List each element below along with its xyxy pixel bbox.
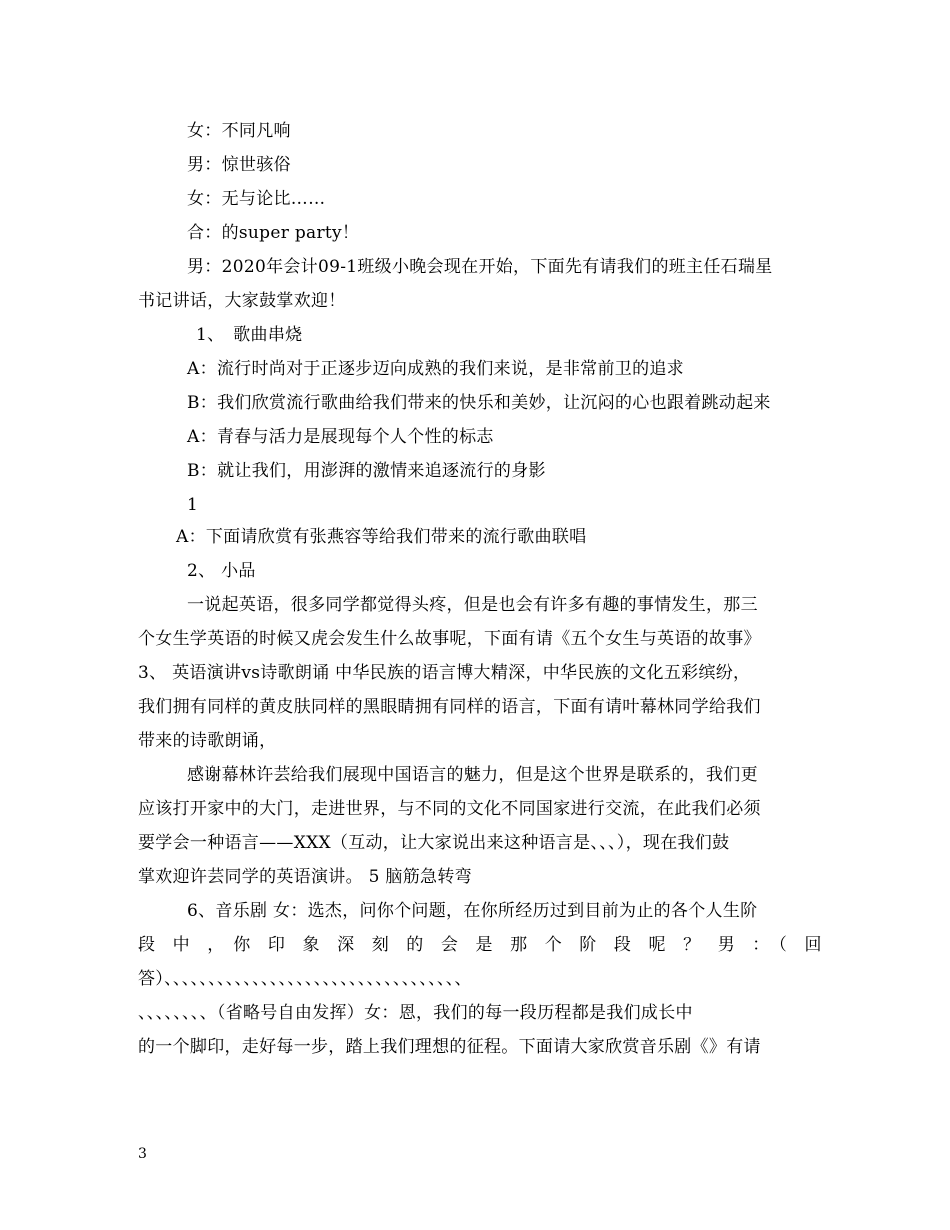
- text-line-6: 书记讲话，大家鼓掌欢迎！: [138, 291, 346, 311]
- text-line-16: 个女生学英语的时候又虎会发生什么故事呢，下面有请《五个女生与英语的故事》: [138, 629, 761, 649]
- text-line-23: 掌欢迎许芸同学的英语演讲。 5 脑筋急转弯: [138, 867, 472, 887]
- text-line-7: 1、 歌曲串烧: [196, 325, 303, 345]
- text-line-28: 的一个脚印，走好每一步，踏上我们理想的征程。下面请大家欣赏音乐剧《》有请: [138, 1037, 761, 1057]
- text-line-5: 男：2020年会计09-1班级小晚会现在开始，下面先有请我们的班主任石瑞星: [187, 257, 773, 277]
- text-line-1: 女：不同凡响: [187, 121, 291, 141]
- text-line-24: 6、音乐剧 女：选杰，问你个问题，在你所经历过到目前为止的各个人生阶: [187, 901, 758, 921]
- text-line-15: 一说起英语，很多同学都觉得头疼，但是也会有许多有趣的事情发生，那三: [187, 595, 758, 615]
- text-line-11: B：就让我们，用澎湃的激情来追逐流行的身影: [187, 461, 546, 481]
- text-line-14: 2、 小品: [187, 561, 256, 581]
- text-line-18: 我们拥有同样的黄皮肤同样的黑眼睛拥有同样的语言，下面有请叶幕林同学给我们: [138, 697, 761, 717]
- text-line-8: A：流行时尚对于正逐步迈向成熟的我们来说，是非常前卫的追求: [187, 359, 684, 379]
- page-number: 3: [138, 1146, 147, 1162]
- text-line-19: 带来的诗歌朗诵，: [138, 731, 277, 751]
- text-line-2: 男：惊世骇俗: [187, 155, 291, 175]
- text-line-27: 、、、、、、、、（省略号自由发挥）女：恩，我们的每一段历程都是我们成长中: [138, 1003, 693, 1023]
- text-line-3: 女：无与论比……: [187, 189, 326, 209]
- text-line-13: A：下面请欣赏有张燕容等给我们带来的流行歌曲联唱: [176, 527, 587, 547]
- text-line-26: 答）、、、、、、、、、、、、、、、、、、、、、、、、、、、、、、、、、、: [138, 969, 472, 989]
- text-line-12: 1: [187, 495, 199, 515]
- text-line-4: 合：的super party！: [187, 223, 360, 243]
- text-line-22: 要学会一种语言——XXX（互动，让大家说出来这种语言是、、、），现在我们鼓: [138, 833, 730, 853]
- text-line-17: 3、 英语演讲vs诗歌朗诵 中华民族的语言博大精深，中华民族的文化五彩缤纷，: [138, 663, 751, 683]
- text-line-9: B：我们欣赏流行歌曲给我们带来的快乐和美妙，让沉闷的心也跟着跳动起来: [187, 393, 771, 413]
- text-line-25: 段 中 ， 你 印 象 深 刻 的 会 是 那 个 阶 段 呢 ？ 男 ： （ 回: [138, 935, 822, 955]
- text-line-21: 应该打开家中的大门，走进世界，与不同的文化不同国家进行交流，在此我们必须: [138, 799, 761, 819]
- text-line-10: A：青春与活力是展现每个人个性的标志: [187, 427, 494, 447]
- text-line-20: 感谢幕林许芸给我们展现中国语言的魅力，但是这个世界是联系的，我们更: [187, 765, 758, 785]
